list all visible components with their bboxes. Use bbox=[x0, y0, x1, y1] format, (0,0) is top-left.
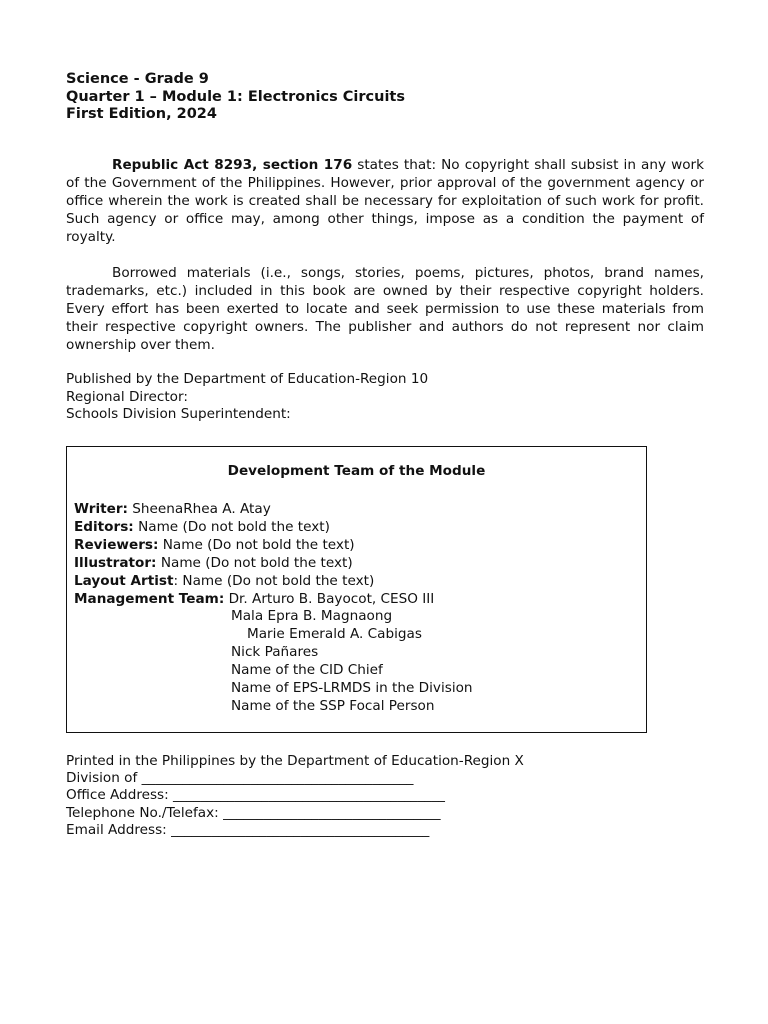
development-team-box bbox=[66, 446, 647, 733]
management-member: Mala Epra B. Magnaong bbox=[231, 608, 393, 624]
editors-value: Name (Do not bold the text) bbox=[133, 519, 330, 535]
reviewers-value: Name (Do not bold the text) bbox=[158, 537, 355, 553]
schools-division-superintendent: Schools Division Superintendent: bbox=[66, 406, 291, 422]
layout-artist-label: Layout Artist bbox=[74, 573, 174, 589]
copyright-notice bbox=[66, 156, 704, 246]
development-team-title: Development Team of the Module bbox=[227, 463, 486, 479]
reviewers-label: Reviewers: bbox=[74, 537, 159, 553]
management-team-members bbox=[231, 608, 473, 715]
management-team-label: Management Team: bbox=[74, 591, 225, 607]
management-member: Name of the CID Chief bbox=[231, 661, 383, 678]
printing-info bbox=[66, 753, 524, 839]
illustrator-label: Illustrator: bbox=[74, 555, 157, 571]
development-team-list bbox=[74, 500, 434, 608]
team-row-editors bbox=[74, 518, 434, 536]
division-field: Division of ________________________________________ bbox=[66, 770, 414, 787]
team-row-management bbox=[74, 590, 434, 608]
layout-artist-value: : Name (Do not bold the text) bbox=[173, 573, 375, 589]
publication-info bbox=[66, 371, 428, 424]
team-row-writer bbox=[74, 500, 434, 518]
telephone-field: Telephone No./Telefax: ________________________________ bbox=[66, 804, 441, 821]
management-team-first: Dr. Arturo B. Bayocot, CESO III bbox=[224, 591, 435, 607]
copyright-law-reference: Republic Act 8293, section 176 bbox=[112, 157, 353, 173]
editors-label: Editors: bbox=[74, 519, 134, 535]
writer-value: SheenaRhea A. Atay bbox=[127, 501, 271, 517]
team-row-reviewers bbox=[74, 536, 434, 554]
regional-director: Regional Director: bbox=[66, 388, 188, 405]
published-by: Published by the Department of Education-Region 10 bbox=[66, 371, 429, 387]
writer-label: Writer: bbox=[74, 501, 128, 517]
management-member: Nick Pañares bbox=[231, 643, 319, 660]
management-member: Name of EPS-LRMDS in the Division bbox=[231, 679, 473, 696]
management-member: Marie Emerald A. Cabigas bbox=[247, 625, 422, 642]
illustrator-value: Name (Do not bold the text) bbox=[156, 555, 353, 571]
subject-grade: Science - Grade 9 bbox=[66, 71, 209, 87]
borrowed-materials-notice: Borrowed materials (i.e., songs, stories, poems, pictures, photos, brand names, trademarks, etc.) included in this book are owned by their respective copyright holders. Every effort has been exerted to locate and seek permission to use these materials from their respective copyright owners. The publisher and authors do not represent nor claim ownership over them. bbox=[66, 265, 704, 353]
team-row-layout-artist bbox=[74, 572, 434, 590]
module-header bbox=[66, 71, 405, 124]
printed-by: Printed in the Philippines by the Department of Education-Region X bbox=[66, 753, 524, 769]
copyright-text: states that: No copyright shall subsist in any work of the Government of the Philippines. However, prior approval of the government agency or office wherein the work is created shall be necessary for exploitation of such work for profit. Such agency or office may, among other things, impose as a condition the payment of royalty. bbox=[66, 157, 704, 245]
team-row-illustrator bbox=[74, 554, 434, 572]
email-address-field: Email Address: ______________________________________ bbox=[66, 821, 430, 838]
quarter-module-title: Quarter 1 – Module 1: Electronics Circuits bbox=[66, 88, 405, 105]
office-address-field: Office Address: ________________________________________ bbox=[66, 787, 445, 804]
edition: First Edition, 2024 bbox=[66, 106, 217, 122]
management-member: Name of the SSP Focal Person bbox=[231, 697, 435, 714]
